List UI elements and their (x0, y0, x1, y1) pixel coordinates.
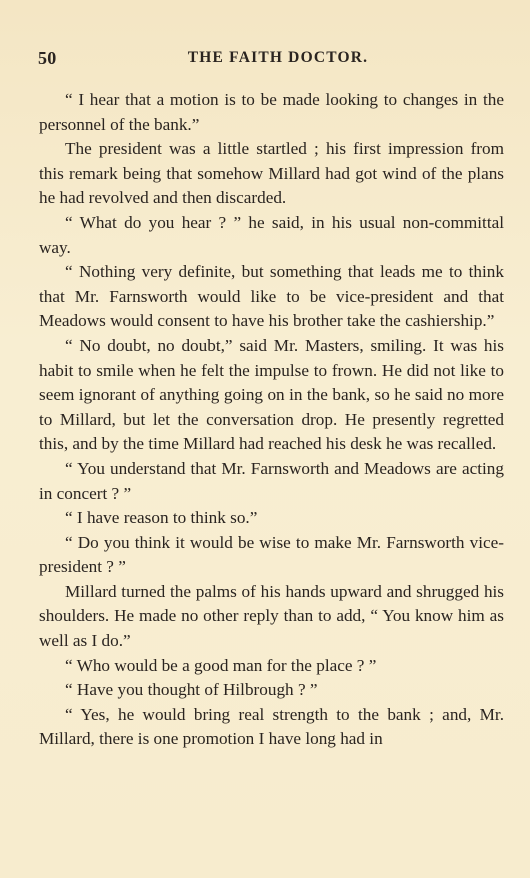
page-number: 50 (38, 48, 57, 68)
paragraph: “ Yes, he would bring real strength to the bank ; and, Mr. Millard, there is one promotion I have long had in (39, 704, 504, 749)
body-text (39, 88, 504, 752)
paragraph: “ No doubt, no doubt,” said Mr. Masters, smiling. It was his habit to smile when he felt the impulse to frown. He did not like to seem ignorant of anything going on in the bank, so he said no more to Millard, but let the conversation drop. He presently regretted this, and by the time Millard had reached his desk he was recalled. (39, 335, 504, 454)
paragraph: “ You understand that Mr. Farnsworth and Meadows are acting in concert ? ” (39, 458, 504, 503)
paragraph: “ Nothing very definite, but something that leads me to think that Mr. Farnsworth would like to be vice-president and that Meadows would consent to have his brother take the cashiership.” (39, 262, 504, 331)
paragraph: “ I have reason to think so.” (65, 508, 258, 528)
paragraph: “ Do you think it would be wise to make Mr. Farnsworth vice-president ? ” (39, 532, 504, 577)
paragraph: “ Who would be a good man for the place ? ” (65, 655, 377, 675)
paragraph: “ What do you hear ? ” he said, in his usual non-committal way. (39, 212, 504, 257)
paragraph: Millard turned the palms of his hands upward and shrugged his shoulders. He made no other reply than to add, “ You know him as well as I do.” (39, 581, 504, 651)
page-header (38, 48, 498, 72)
paragraph: “ Have you thought of Hilbrough ? ” (65, 680, 318, 700)
paragraph: The president was a little startled ; his first impression from this remark being that somehow Millard had got wind of the plans he had revolved and then discarded. (39, 139, 504, 208)
running-head: THE FAITH DOCTOR. (187, 49, 369, 66)
paragraph: “ I hear that a motion is to be made looking to changes in the personnel of the bank.” (39, 90, 504, 134)
